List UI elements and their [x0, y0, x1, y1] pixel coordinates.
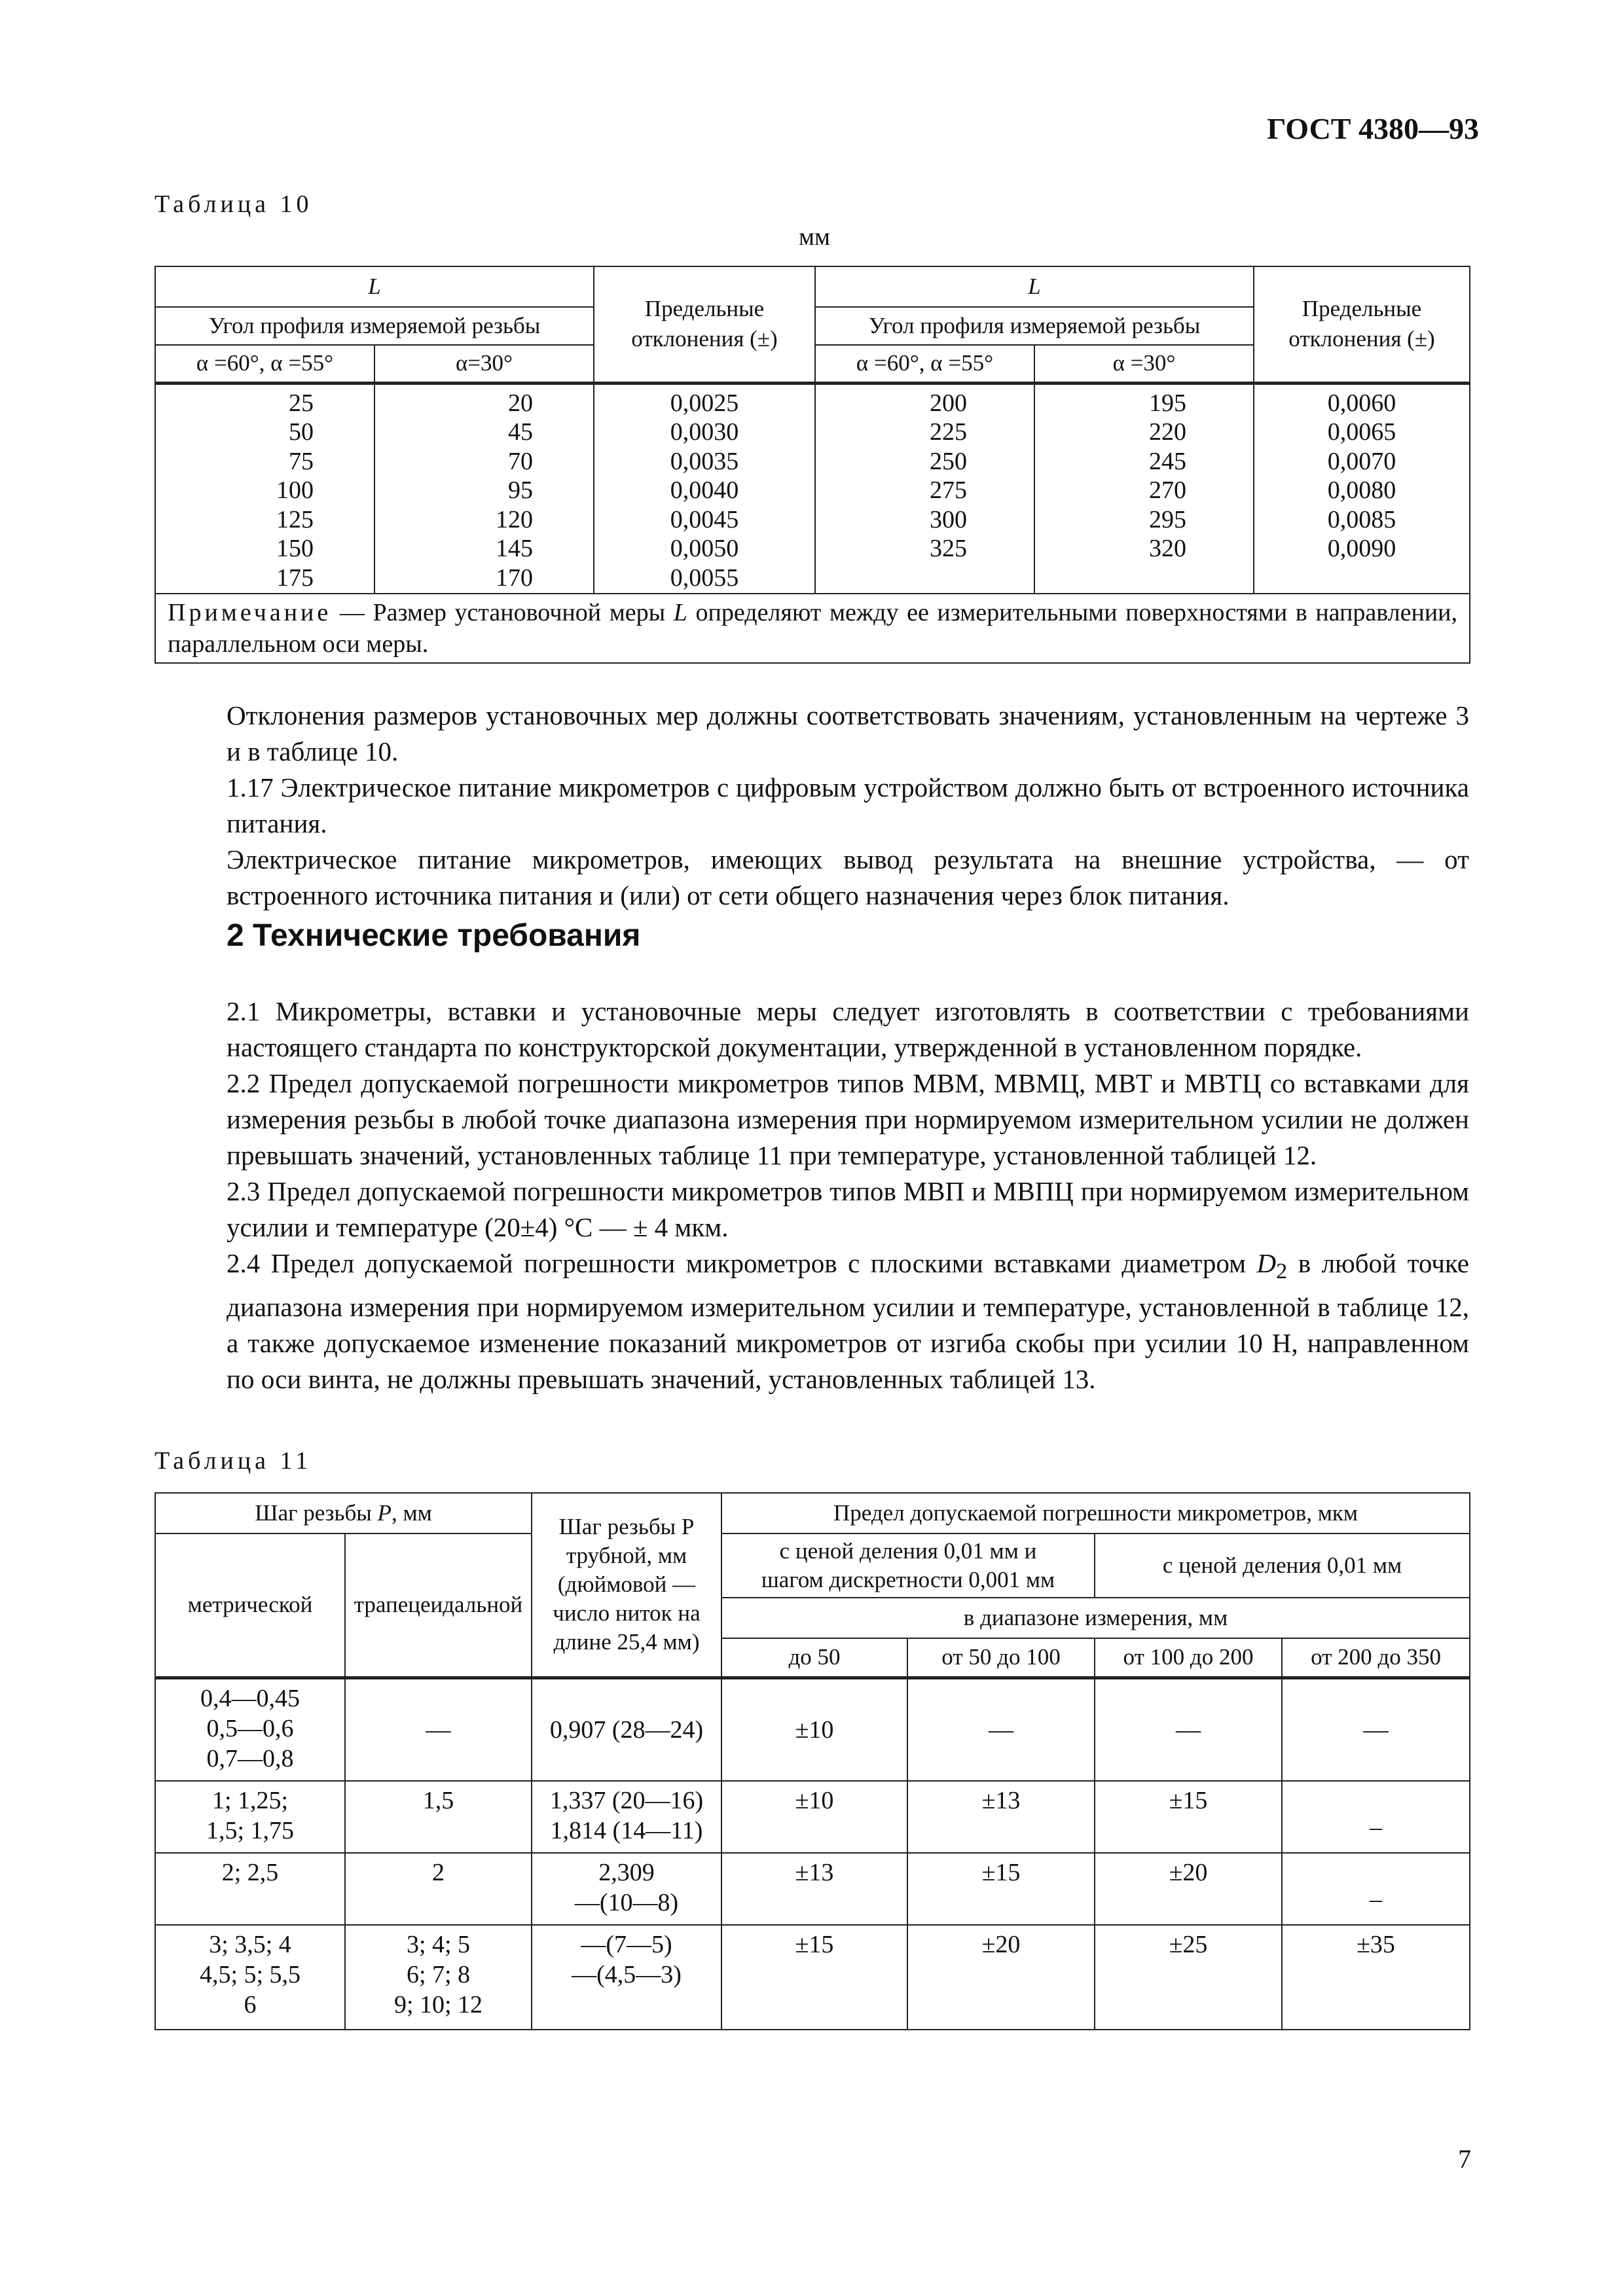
table-cell: 225 [930, 418, 967, 446]
metric-cell [155, 1781, 345, 1853]
division-header-b: с ценой деления 0,01 мм [1095, 1534, 1470, 1598]
error-limit-header: Предел допускаемой погрешности микрометров, мкм [721, 1493, 1470, 1534]
alpha-30-header-left: α=30° [374, 345, 594, 383]
table-cell: 145 [496, 535, 533, 562]
range-cell: ±20 [907, 1925, 1095, 2030]
header-line: число ниток на [553, 1600, 701, 1626]
pipe-cell [532, 1925, 721, 2030]
paragraph: Отклонения размеров установочных мер должны соответствовать значениям, установленным на чертеже 3 и в таблице 10. [227, 700, 1469, 766]
table-row [155, 1781, 1470, 1853]
table-cell: 295 [1149, 505, 1186, 533]
range-cell: _ [1282, 1781, 1470, 1853]
table-cell: 75 [289, 447, 314, 475]
metric-cell [155, 1677, 345, 1781]
table-cell: 0,0070 [1327, 447, 1396, 475]
range-cell: ±15 [721, 1925, 907, 2030]
cell-line: —(7—5) [581, 1931, 672, 1958]
table-cell: 0,0090 [1327, 535, 1396, 562]
table-cell: 300 [930, 505, 967, 533]
header-line: Шаг резьбы Р [558, 1514, 695, 1540]
table-10 [155, 266, 1470, 664]
note-text-b: определяют между ее измерительными поверхностями в направлении, параллельном оси меры. [168, 599, 1458, 658]
section-title: 2 Технические требования [227, 918, 641, 953]
table-cell: 70 [508, 447, 533, 475]
note-label: Примечание [168, 599, 332, 626]
metric-cell [155, 1925, 345, 2030]
l-header-left: L [155, 266, 594, 307]
table-row [155, 1925, 1470, 2030]
range-header-4: от 200 до 350 [1282, 1638, 1470, 1677]
cell-line: 1,337 (20—16) [549, 1787, 704, 1814]
table-cell: 0,0050 [670, 535, 739, 562]
table-cell: 20 [508, 389, 533, 417]
range-cell: ±15 [907, 1853, 1095, 1925]
cell-line: 0,5—0,6 [206, 1714, 294, 1742]
cell-line: 3; 4; 5 [406, 1931, 471, 1958]
body-block-1 [155, 698, 1469, 914]
left-alpha-60-55-column [155, 383, 374, 594]
table-cell: 245 [1149, 447, 1186, 475]
angle-header-right: Угол профиля измеряемой резьбы [815, 307, 1254, 345]
body-block-2 [155, 994, 1469, 1397]
table-cell: 150 [276, 535, 314, 562]
cell-line: 6 [244, 1991, 257, 2018]
cell-line: 0,4—0,45 [200, 1684, 300, 1712]
range-cell: — [1282, 1677, 1470, 1781]
table-10-unit: мм [799, 223, 831, 251]
table-cell: 0,0035 [670, 447, 739, 475]
note-text-a: — Размер установочной меры [331, 599, 674, 626]
header-line: с ценой деления 0,01 мм и [779, 1538, 1037, 1564]
pipe-cell [532, 1781, 721, 1853]
range-header-1: до 50 [721, 1638, 907, 1677]
range-header-2: от 50 до 100 [907, 1638, 1095, 1677]
header-text: , мм [391, 1500, 432, 1526]
range-cell: ±13 [721, 1853, 907, 1925]
cell-line: 2 [432, 1859, 445, 1886]
cell-line: —(10—8) [574, 1889, 679, 1916]
trapezoidal-header: трапецеидальной [345, 1534, 532, 1677]
range-cell: ±25 [1095, 1925, 1282, 2030]
trap-cell [345, 1925, 532, 2030]
table-10-note [155, 594, 1470, 663]
header-line: длине 25,4 мм) [553, 1629, 700, 1655]
alpha-60-55-header-left: α =60°, α =55° [155, 345, 374, 383]
range-cell: — [907, 1677, 1095, 1781]
table-cell: 200 [930, 389, 967, 417]
diameter-variable: D [1256, 1248, 1277, 1278]
range-cell: ±13 [907, 1781, 1095, 1853]
pitch-header [155, 1493, 532, 1534]
range-cell: ±15 [1095, 1781, 1282, 1853]
metric-cell [155, 1853, 345, 1925]
cell-line: 4,5; 5; 5,5 [199, 1961, 301, 1988]
cell-line: —(4,5—3) [572, 1961, 682, 1988]
table-cell: 0,0040 [670, 476, 739, 504]
table-cell: 320 [1149, 535, 1186, 562]
table-cell: 0,0060 [1327, 389, 1396, 417]
header-line: шагом дискретности 0,001 мм [761, 1567, 1055, 1592]
range-cell: _ [1282, 1853, 1470, 1925]
cell-line: 2; 2,5 [221, 1859, 279, 1886]
range-cell: ±35 [1282, 1925, 1470, 2030]
angle-header-left: Угол профиля измеряемой резьбы [155, 307, 594, 345]
range-header: в диапазоне измерения, мм [721, 1598, 1470, 1638]
table-cell: 0,0065 [1327, 418, 1396, 446]
range-cell: ±20 [1095, 1853, 1282, 1925]
pipe-cell [532, 1677, 721, 1781]
header-line: трубной, мм [566, 1543, 687, 1569]
tolerance-header-right: Предельные отклонения (±) [1254, 266, 1470, 383]
range-header-3: от 100 до 200 [1095, 1638, 1282, 1677]
trap-cell [345, 1677, 532, 1781]
paragraph: 2.3 Предел допускаемой погрешности микрометров типов МВП и МВПЦ при нормируемом измерительном усилии и температуре (20±4) °С — ± 4 мкм. [227, 1176, 1469, 1242]
paragraph-text: в любой точке диапазона измерения при нормируемом измерительном усилии и температуре, установленной в таблице 12, а также допускаемое изменение показаний микрометров от изгиба скобы при усилии 10 Н, направленном по оси винта, не должны превышать значений, установленных таблицей 13. [227, 1248, 1469, 1395]
paragraph: Электрическое питание микрометров, имеющих вывод результата на внешние устройства, — от встроенного источника питания и (или) от сети общего назначения через блок питания. [227, 844, 1469, 910]
right-alpha-30-column [1034, 383, 1254, 594]
table-cell: 0,0055 [670, 564, 739, 592]
cell-line: 9; 10; 12 [393, 1991, 483, 2018]
table-row [155, 1853, 1470, 1925]
table-cell: 250 [930, 447, 967, 475]
range-cell: ±10 [721, 1781, 907, 1853]
paragraph: 2.2 Предел допускаемой погрешности микрометров типов МВМ, МВМЦ, МВТ и МВТЦ со вставками для измерения резьбы в любой точке диапазона измерения при нормируемом измерительном усилии не должен превышать значений, установленных таблице 11 при температуре, установленной таблицей 12. [227, 1068, 1469, 1170]
table-cell: 220 [1149, 418, 1186, 446]
table-cell: 0,0085 [1327, 505, 1396, 533]
left-alpha-30-column [374, 383, 594, 594]
table-cell: 275 [930, 476, 967, 504]
l-header-right: L [815, 266, 1254, 307]
paragraph: 1.17 Электрическое питание микрометров с цифровым устройством должно быть от встроенного источника питания. [227, 772, 1469, 838]
document-code: ГОСТ 4380—93 [1267, 112, 1479, 145]
table-cell: 325 [930, 535, 967, 562]
table-cell: 175 [276, 564, 314, 592]
table-cell: 125 [276, 505, 314, 533]
alpha-60-55-header-right: α =60°, α =55° [815, 345, 1034, 383]
table-row [155, 1677, 1470, 1781]
right-tolerance-column [1254, 383, 1470, 594]
paragraph: 2.1 Микрометры, вставки и установочные меры следует изготовлять в соответствии с требованиями настоящего стандарта по конструкторской документации, утвержденной в установленном порядке. [227, 996, 1469, 1062]
header-line: (дюймовой — [557, 1571, 696, 1598]
right-alpha-60-55-column [815, 383, 1034, 594]
range-cell: ±10 [721, 1677, 907, 1781]
table-cell: 25 [289, 389, 314, 417]
cell-line: 0,7—0,8 [206, 1744, 294, 1772]
page-number: 7 [1458, 2144, 1471, 2174]
table-cell: 120 [496, 505, 533, 533]
pipe-pitch-header [532, 1493, 721, 1677]
paragraph [155, 1246, 1469, 1397]
cell-line: 1,814 (14—11) [550, 1817, 703, 1844]
range-cell: — [1095, 1677, 1282, 1781]
left-tolerance-column [594, 383, 815, 594]
cell-line: 6; 7; 8 [406, 1961, 471, 1988]
cell-line: 1,5; 1,75 [206, 1817, 295, 1844]
table-cell: 50 [289, 418, 314, 446]
table-cell: 270 [1149, 476, 1186, 504]
pipe-cell [532, 1853, 721, 1925]
metric-header: метрической [155, 1534, 345, 1677]
note-variable: L [673, 599, 687, 626]
table-11 [155, 1492, 1470, 2030]
cell-line: 1; 1,25; [211, 1787, 289, 1814]
table-11-caption: Таблица 11 [155, 1447, 312, 1475]
table-cell: 0,0030 [670, 418, 739, 446]
table-cell: 100 [276, 476, 314, 504]
table-cell: 0,0045 [670, 505, 739, 533]
table-10-caption: Таблица 10 [155, 190, 313, 218]
table-cell: 0,0025 [670, 389, 739, 417]
table-cell: 170 [496, 564, 533, 592]
paragraph-text: 2.4 Предел допускаемой погрешности микрометров с плоскими вставками диаметром [227, 1248, 1257, 1278]
trap-cell [345, 1781, 532, 1853]
table-cell: 195 [1149, 389, 1186, 417]
cell-line: — [426, 1715, 451, 1744]
cell-line: 1,5 [422, 1787, 454, 1814]
alpha-30-header-right: α =30° [1034, 345, 1254, 383]
header-text: Шаг резьбы [255, 1500, 378, 1526]
table-cell: 0,0080 [1327, 476, 1396, 504]
trap-cell [345, 1853, 532, 1925]
division-header-a [721, 1534, 1095, 1598]
pitch-variable: Р [377, 1500, 392, 1526]
cell-line: 3; 3,5; 4 [209, 1931, 291, 1958]
diameter-subscript: 2 [1276, 1259, 1288, 1284]
cell-line: 0,907 (28—24) [549, 1715, 704, 1744]
table-cell: 95 [508, 476, 533, 504]
table-cell: 45 [508, 418, 533, 446]
cell-line: 2,309 [598, 1859, 655, 1886]
tolerance-header-left: Предельные отклонения (±) [594, 266, 815, 383]
